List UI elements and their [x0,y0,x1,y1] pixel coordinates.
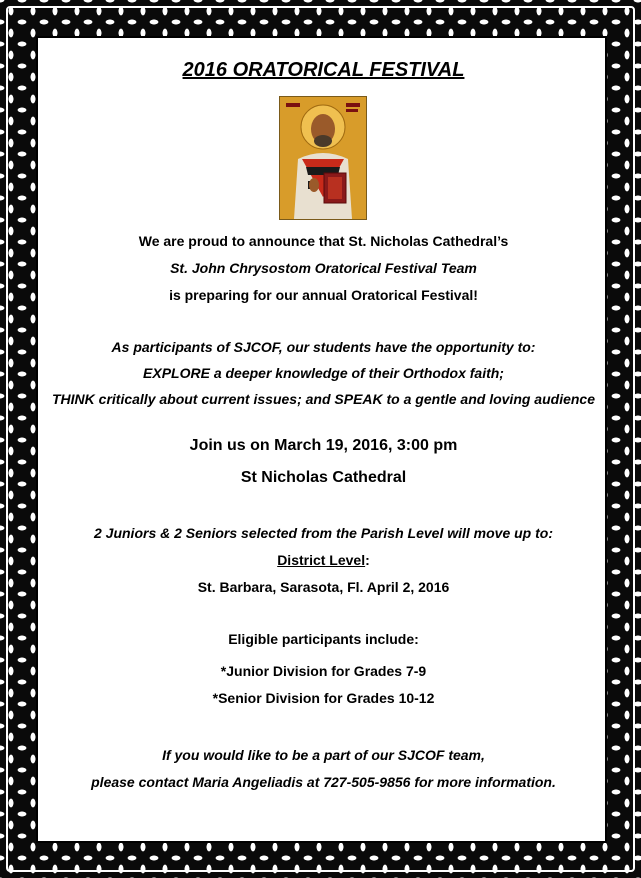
event-date-time: Join us on March 19, 2016, 3:00 pm [189,437,458,454]
opportunity-line-3: THINK critically about current issues; and SPEAK to a gentle and loving audience [52,391,595,407]
district-location: St. Barbara, Sarasota, Fl. April 2, 2016 [197,579,450,595]
flyer-title: 2016 ORATORICAL FESTIVAL [182,59,465,81]
eligible-heading: Eligible participants include: [228,631,419,647]
district-level-label: District Level [277,552,366,568]
contact-line-1: If you would like to be a part of our SJCOF team, [162,747,485,763]
icon-painting [280,97,366,219]
announce-line-3: is preparing for our annual Oratorical Festival! [169,287,478,303]
event-location: St Nicholas Cathedral [240,469,407,486]
opportunity-line-1: As participants of SJCOF, our students have the opportunity to: [111,339,536,355]
district-level-colon: : [365,552,370,568]
announce-line-1: We are proud to announce that St. Nicholas Cathedral’s [138,233,509,249]
contact-line-2: please contact Maria Angeliadis at 727-505-9856 for more information. [91,774,556,790]
saint-john-chrysostom-icon [279,96,367,220]
announce-line-2: St. John Chrysostom Oratorical Festival Team [170,260,477,276]
district-intro: 2 Juniors & 2 Seniors selected from the Parish Level will move up to: [93,525,554,541]
senior-division: *Senior Division for Grades 10-12 [212,690,435,706]
district-level-heading [38,551,609,569]
junior-division: *Junior Division for Grades 7-9 [220,663,427,679]
flyer-body [36,36,607,843]
opportunity-line-2: EXPLORE a deeper knowledge of their Orthodox faith; [143,365,504,381]
